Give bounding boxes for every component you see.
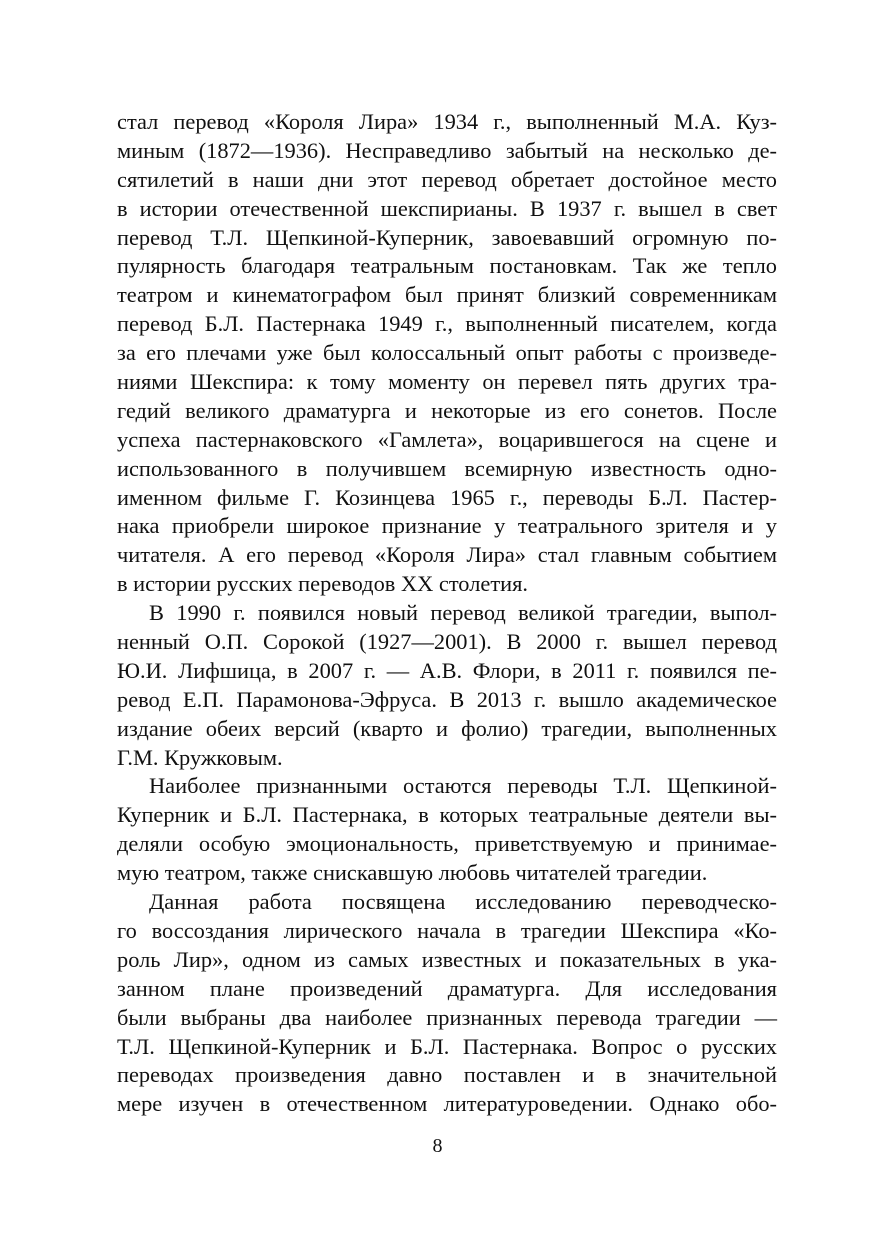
paragraph-3 [117,772,777,888]
text-line: миным (1872—1936). Несправедливо забытый на несколько де- [117,137,777,163]
paragraph-1 [117,108,777,599]
text-line: за его плечами уже был колоссальный опыт работы с произведе- [117,340,777,366]
text-line: гедий великого драматурга и некоторые из его сонетов. После [117,397,777,423]
text-line: Наиболее признанными остаются переводы Т.Л. Щепкиной- [149,773,777,799]
text-line: мую театром, также снискавшую любовь читателей трагедии. [117,860,708,886]
text-line: Г.М. Кружковым. [117,744,283,770]
text-line: ниями Шекспира: к тому моменту он перевел пять других тра- [117,369,777,395]
text-line: читателя. А его перевод «Короля Лира» стал главным событием [117,542,777,568]
page-number: 8 [432,1135,443,1157]
text-line: занном плане произведений драматурга. Для исследования [117,975,777,1001]
text-line: мере изучен в отечественном литературоведении. Однако обо- [117,1091,777,1117]
text-line: деляли особую эмоциональность, приветствуемую и принимае- [117,831,777,857]
text-line: издание обеих версий (кварто и фолио) трагедии, выполненных [117,715,777,741]
text-line: успеха пастернаковского «Гамлета», воцарившегося на сцене и [117,426,777,452]
text-line: стал перевод «Короля Лира» 1934 г., выполненный М.А. Куз- [117,109,777,134]
text-line: В 1990 г. появился новый перевод великой трагедии, выпол- [149,600,777,626]
text-line: именном фильме Г. Козинцева 1965 г., переводы Б.Л. Пастер- [117,484,777,510]
text-line: в истории отечественной шекспирианы. В 1937 г. вышел в свет [117,195,777,221]
text-line: роль Лир», одном из самых известных и показательных в ука- [117,946,777,972]
text-line: Куперник и Б.Л. Пастернака, в которых театральные деятели вы- [117,802,777,828]
text-line: пулярность благодаря театральным постановкам. Так же тепло [117,253,777,279]
paragraph-4 [117,888,777,1119]
text-line: были выбраны два наиболее признанных перевода трагедии — [117,1004,777,1030]
text-line: театром и кинематографом был принят близкий современникам [117,282,777,308]
page-body [117,108,777,1119]
text-line: го воссоздания лирического начала в трагедии Шекспира «Ко- [117,917,777,943]
text-line: использованного в получившем всемирную известность одно- [117,455,777,481]
text-line: сятилетий в наши дни этот перевод обретает достойное место [117,166,777,192]
text-line: в истории русских переводов XX столетия. [117,571,528,597]
paragraph-2 [117,599,777,772]
text-line: Данная работа посвящена исследованию переводческо- [149,889,777,915]
text-line: переводах произведения давно поставлен и в значительной [117,1062,777,1088]
text-line: перевод Т.Л. Щепкиной-Куперник, завоевавший огромную по- [117,224,777,250]
text-line: ненный О.П. Сорокой (1927—2001). В 2000 г. вышел перевод [117,629,777,655]
text-line: ревод Е.П. Парамонова-Эфруса. В 2013 г. вышло академическое [117,686,777,712]
text-line: Ю.И. Лифшица, в 2007 г. — А.В. Флори, в 2011 г. появился пе- [117,657,777,683]
text-line: нака приобрели широкое признание у театрального зрителя и у [117,513,777,539]
text-line: Т.Л. Щепкиной-Куперник и Б.Л. Пастернака. Вопрос о русских [117,1033,777,1059]
text-line: перевод Б.Л. Пастернака 1949 г., выполненный писателем, когда [117,311,777,337]
